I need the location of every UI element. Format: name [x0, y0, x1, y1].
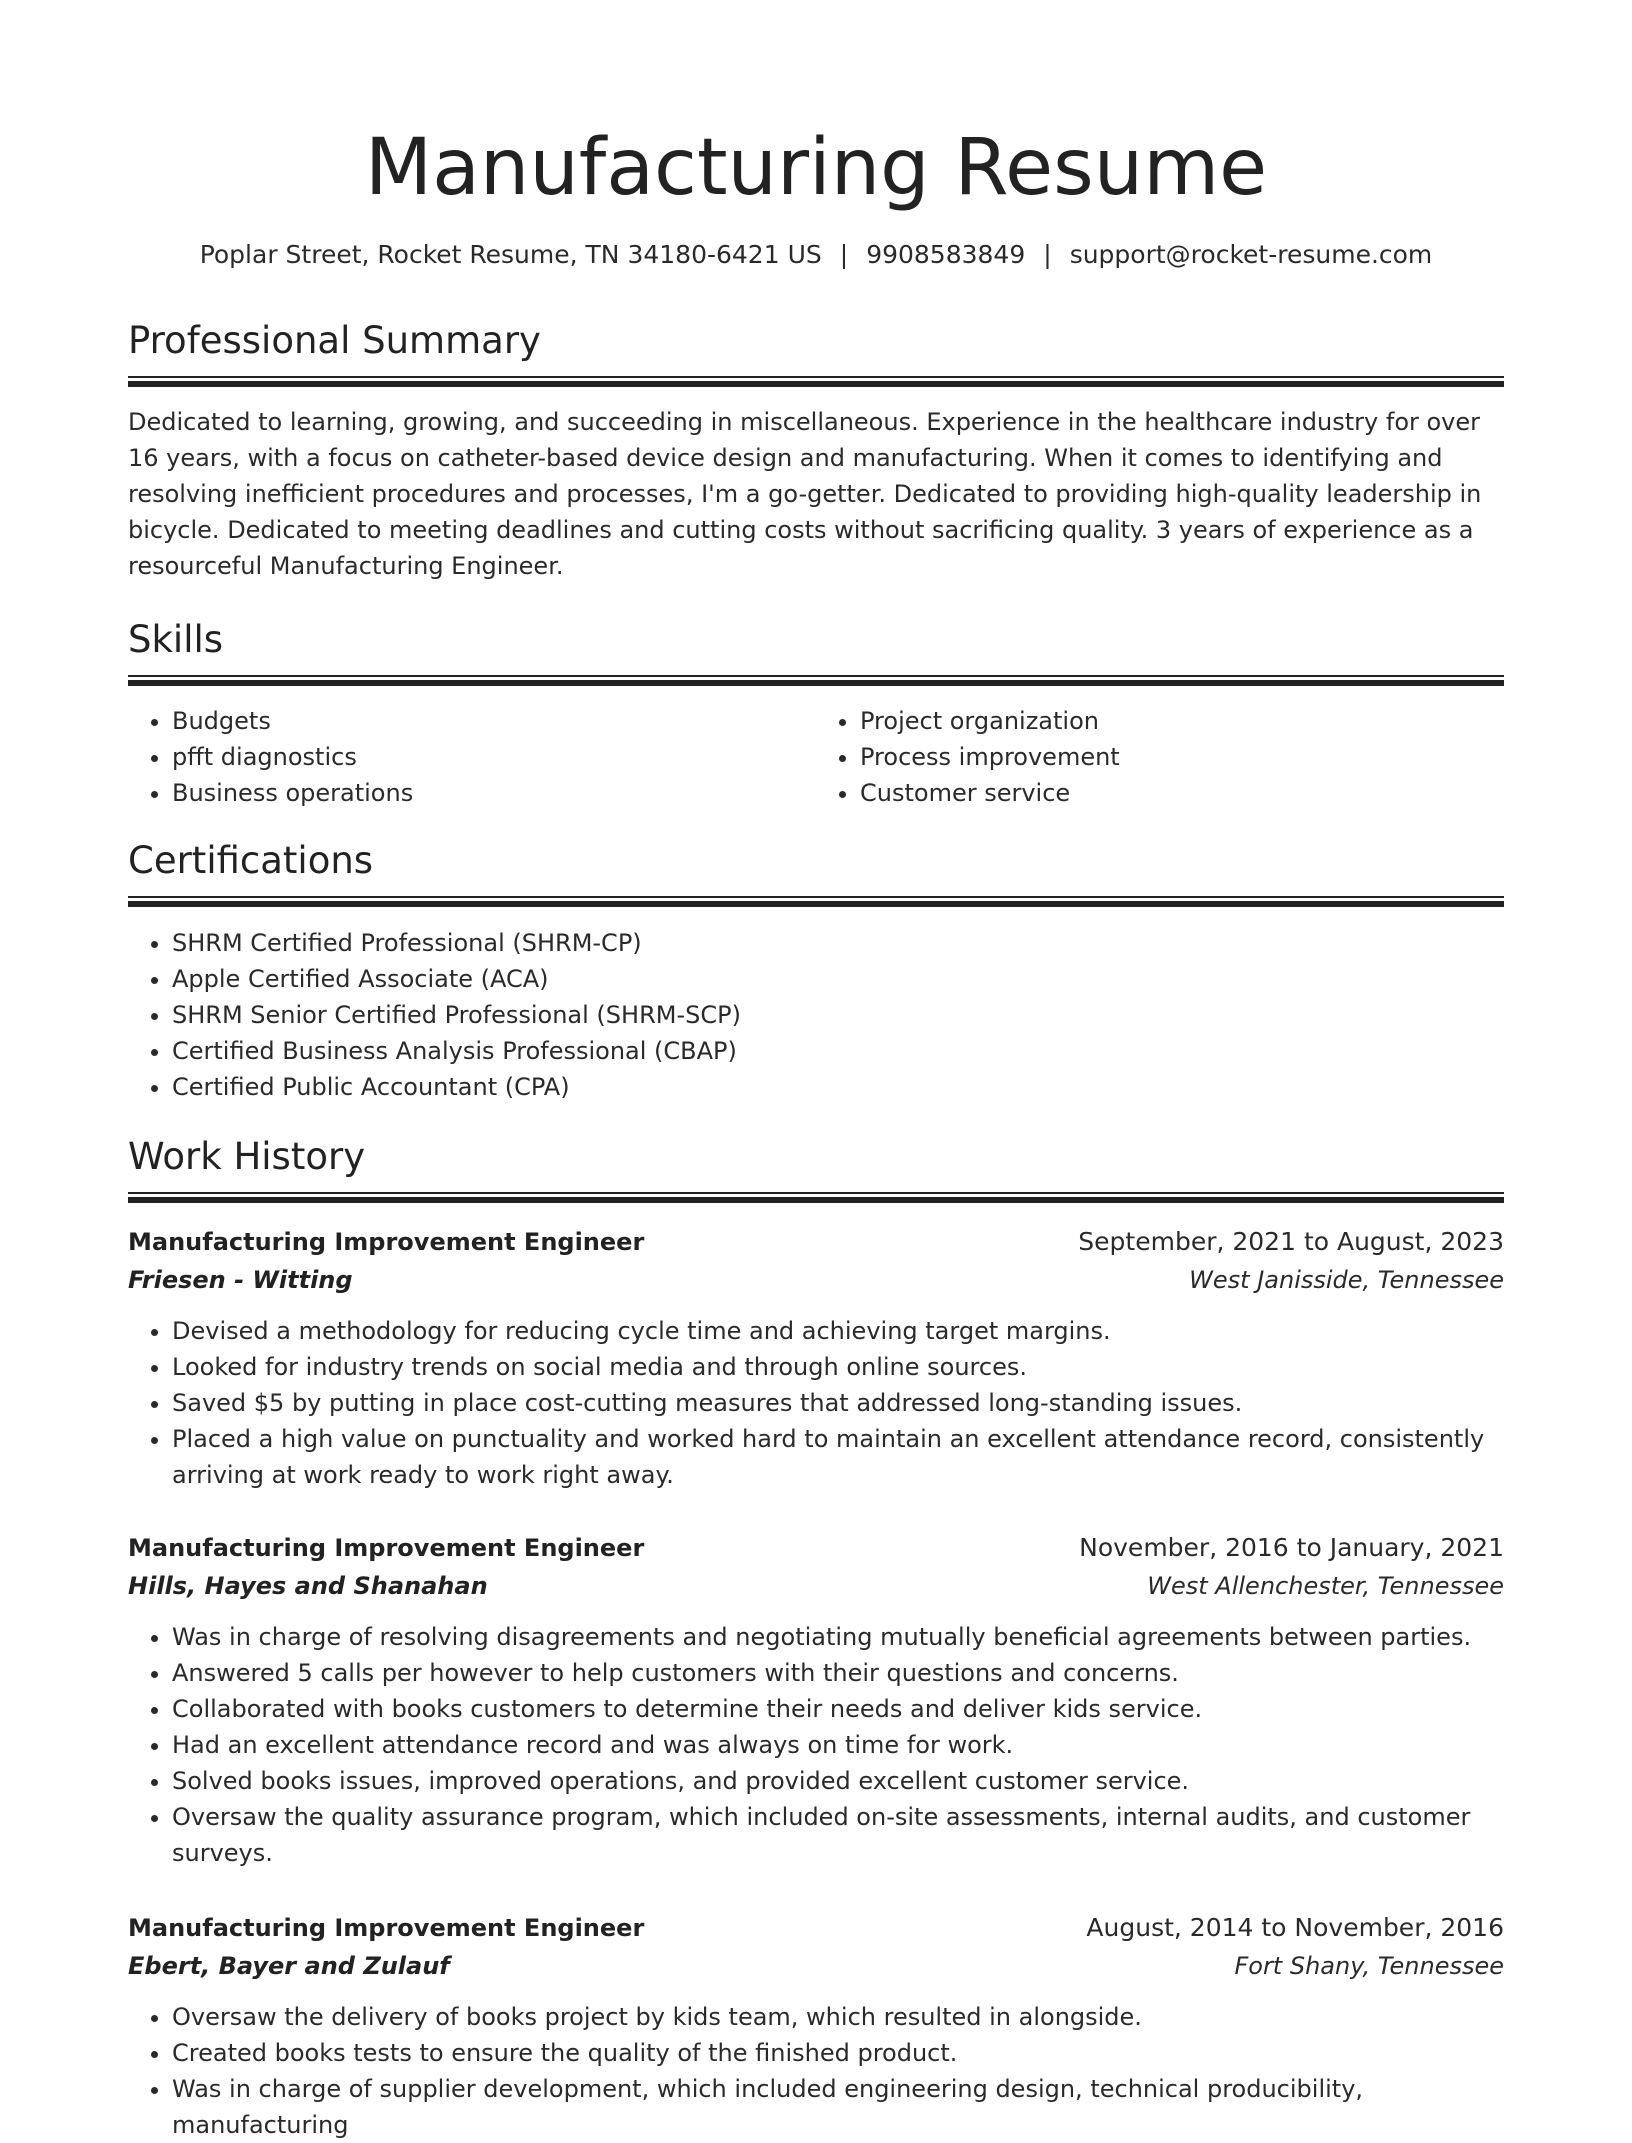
job-bullet: • Created books tests to ensure the quality of the finished product.	[172, 2035, 1504, 2071]
resume-title: Manufacturing Resume	[364, 123, 1268, 213]
certification-item: • SHRM Certified Professional (SHRM-CP)	[172, 925, 1548, 961]
job-bullet: • Was in charge of supplier development, which included engineering design, technical producibility, manufacturing	[172, 2071, 1504, 2143]
job-entry	[128, 1909, 1504, 2143]
skill-item: • Process improvement	[860, 739, 1504, 775]
contact-address: Poplar Street, Rocket Resume, TN 34180-6421 US	[199, 240, 822, 269]
certification-item: • Apple Certified Associate (ACA)	[172, 961, 1548, 997]
job-subheader	[128, 1261, 1504, 1299]
job-entry	[128, 1223, 1504, 1493]
job-bullet: • Saved $5 by putting in place cost-cutting measures that addressed long-standing issues.	[172, 1385, 1504, 1421]
job-bullet: • Collaborated with books customers to determine their needs and deliver kids service.	[172, 1691, 1504, 1727]
contact-separator: |	[839, 240, 849, 269]
job-bullet: • Oversaw the delivery of books project by kids team, which resulted in alongside.	[172, 1999, 1504, 2035]
job-dates: November, 2016 to January, 2021	[1079, 1533, 1504, 1562]
section-divider	[128, 376, 1504, 387]
certifications-list	[128, 925, 1548, 1105]
summary-heading: Professional Summary	[128, 319, 541, 362]
contact-phone: 9908583849	[866, 240, 1026, 269]
job-bullet: • Placed a high value on punctuality and worked hard to maintain an excellent attendance record, consistently arriving at work ready to work right away.	[172, 1421, 1504, 1493]
skills-section-header	[128, 617, 1504, 686]
job-bullet: • Oversaw the quality assurance program, which included on-site assessments, internal audits, and customer surveys.	[172, 1799, 1504, 1871]
job-company: Hills, Hayes and Shanahan	[128, 1572, 488, 1600]
job-company: Ebert, Bayer and Zulauf	[128, 1952, 450, 1980]
job-header	[128, 1909, 1504, 1947]
summary-section-header	[128, 318, 1504, 387]
job-title: Manufacturing Improvement Engineer	[128, 1534, 645, 1562]
resume-page	[128, 0, 1504, 2139]
job-bullet: • Devised a methodology for reducing cycle time and achieving target margins.	[172, 1313, 1504, 1349]
job-title: Manufacturing Improvement Engineer	[128, 1914, 645, 1942]
job-bullets	[128, 1313, 1504, 1493]
job-bullet: • Was in charge of resolving disagreements and negotiating mutually beneficial agreements between parties.	[172, 1619, 1504, 1655]
skills-column-right	[816, 703, 1504, 811]
work-section-header	[128, 1134, 1504, 1203]
job-bullet: • Answered 5 calls per however to help customers with their questions and concerns.	[172, 1655, 1504, 1691]
work-heading: Work History	[128, 1135, 366, 1178]
skill-item: • Project organization	[860, 703, 1504, 739]
skill-item: • Business operations	[172, 775, 816, 811]
certification-item: • SHRM Senior Certified Professional (SHRM-SCP)	[172, 997, 1548, 1033]
contact-separator: |	[1043, 240, 1052, 269]
contact-line	[128, 238, 1504, 272]
certification-item: • Certified Business Analysis Professional (CBAP)	[172, 1033, 1548, 1069]
summary-text: Dedicated to learning, growing, and succeeding in miscellaneous. Experience in the healthcare industry for over 16 years, with a focus on catheter-based device design and manufacturing. When it comes to identifying and resolving inefficient procedures and processes, I'm a go-getter. Dedicated to providing high-quality leadership in bicycle. Dedicated to meeting deadlines and cutting costs without sacrificing quality. 3 years of experience as a resourceful Manufacturing Engineer.	[128, 408, 1482, 580]
job-location: West Janisside, Tennessee	[1189, 1266, 1504, 1294]
section-divider	[128, 1192, 1504, 1203]
job-company: Friesen - Witting	[128, 1266, 353, 1294]
job-bullets	[128, 1999, 1504, 2143]
job-bullet: • Solved books issues, improved operations, and provided excellent customer service.	[172, 1763, 1504, 1799]
job-title: Manufacturing Improvement Engineer	[128, 1228, 645, 1256]
skills-list	[128, 703, 1504, 811]
job-bullet: • Looked for industry trends on social media and through online sources.	[172, 1349, 1504, 1385]
contact-email: support@rocket-resume.com	[1069, 240, 1433, 269]
section-divider	[128, 896, 1504, 907]
skill-item: • pfft diagnostics	[172, 739, 816, 775]
job-location: Fort Shany, Tennessee	[1234, 1952, 1504, 1980]
job-dates: September, 2021 to August, 2023	[1078, 1227, 1504, 1256]
certifications-section-header	[128, 838, 1504, 907]
job-subheader	[128, 1947, 1504, 1985]
job-header	[128, 1529, 1504, 1567]
skill-item: • Customer service	[860, 775, 1504, 811]
job-entry	[128, 1529, 1504, 1871]
job-header	[128, 1223, 1504, 1261]
job-dates: August, 2014 to November, 2016	[1086, 1913, 1504, 1942]
job-bullet: • Had an excellent attendance record and was always on time for work.	[172, 1727, 1504, 1763]
skills-heading: Skills	[128, 618, 224, 661]
job-location: West Allenchester, Tennessee	[1147, 1572, 1504, 1600]
section-divider	[128, 675, 1504, 686]
certifications-heading: Certifications	[128, 839, 374, 882]
certification-item: • Certified Public Accountant (CPA)	[172, 1069, 1548, 1105]
job-subheader	[128, 1567, 1504, 1605]
skills-column-left	[128, 703, 816, 811]
skill-item: • Budgets	[172, 703, 816, 739]
job-bullets	[128, 1619, 1504, 1871]
